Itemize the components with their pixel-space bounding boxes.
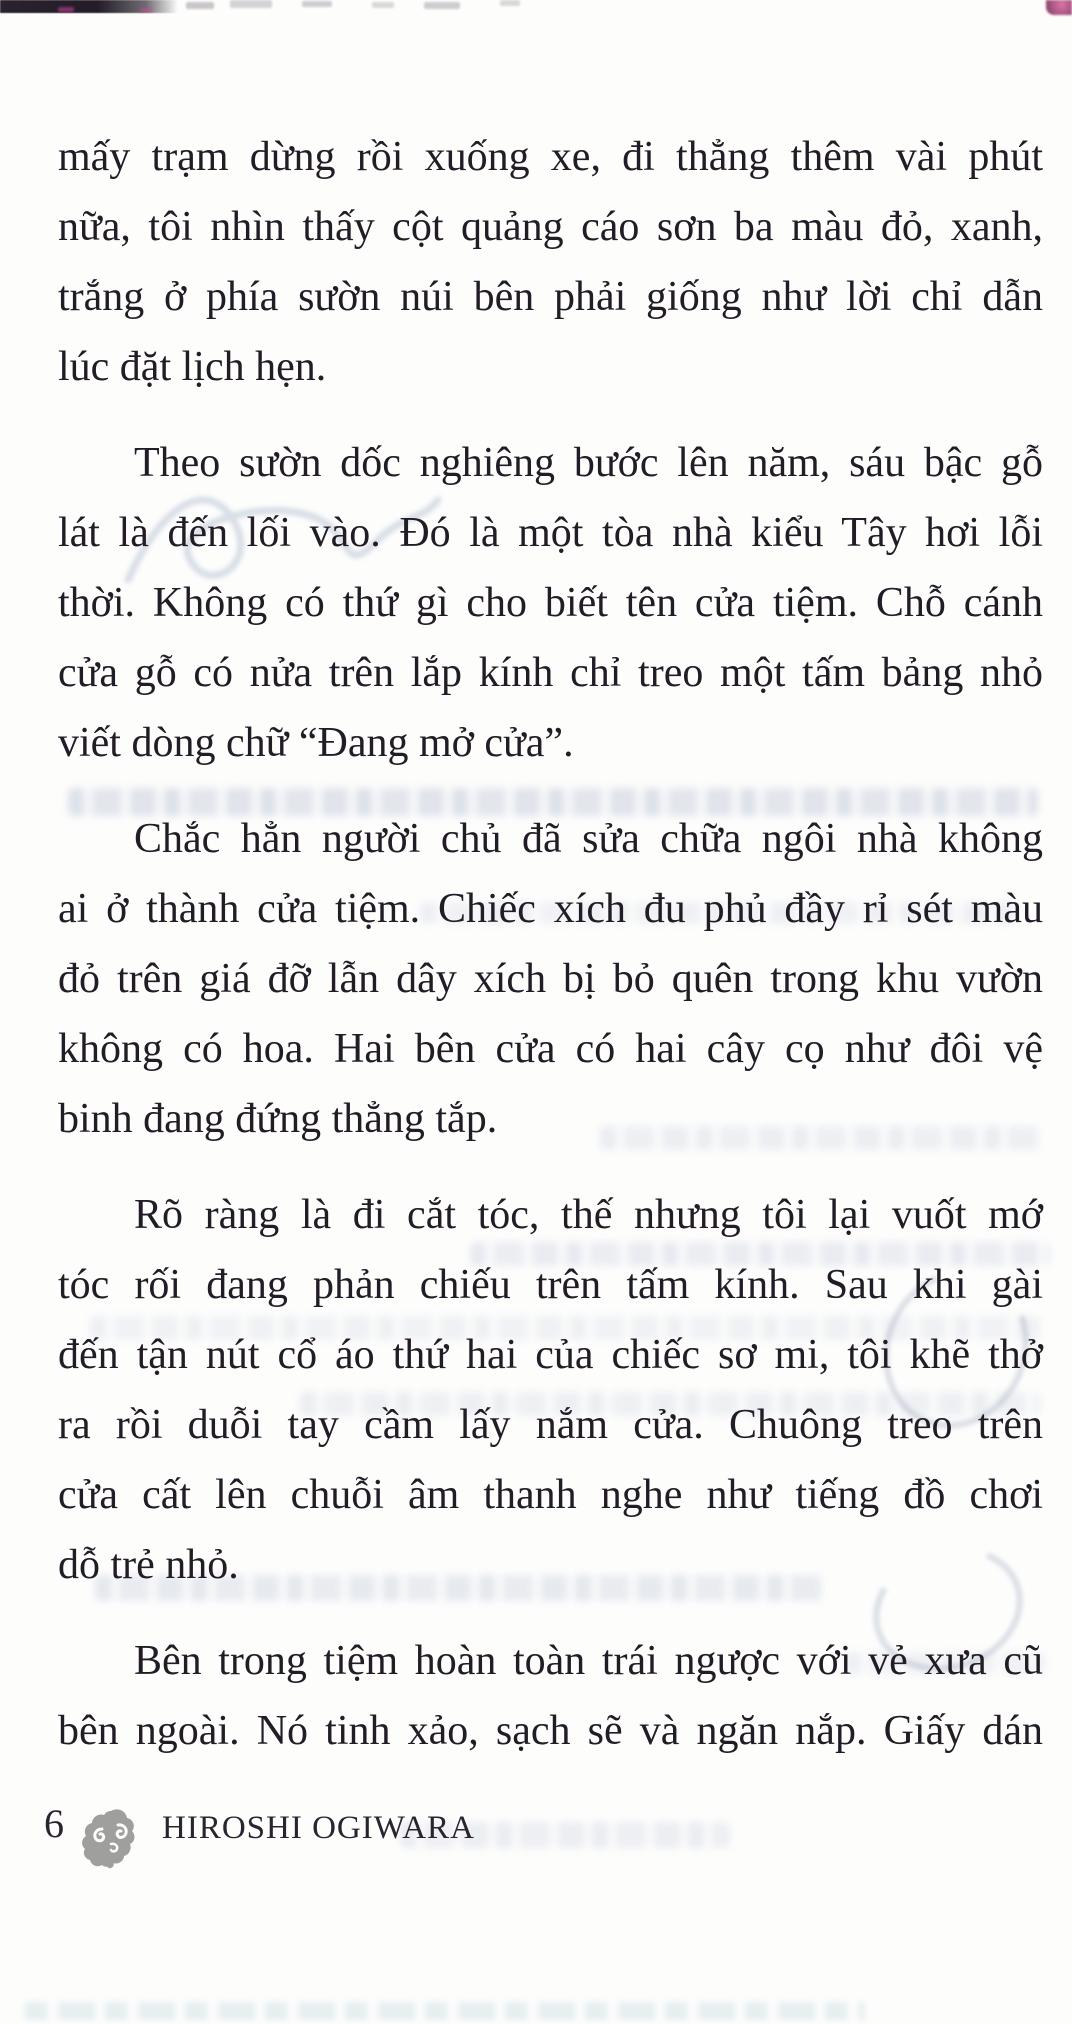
- scan-artifact-bottom-smudge: [25, 2002, 865, 2020]
- scan-artifact-speck: [186, 2, 214, 9]
- text-line: thời. Không có thứ gì cho biết tên cửa tiệm. Chỗ cánh: [58, 580, 1043, 626]
- text-line: Chắc hẳn người chủ đã sửa chữa ngôi nhà không: [134, 816, 1043, 862]
- scan-artifact-speck: [230, 0, 272, 8]
- text-column: [58, 122, 1043, 1792]
- text-line: ra rồi duỗi tay cầm lấy nắm cửa. Chuông treo trên: [58, 1402, 1043, 1448]
- scan-artifact-corner-blob: [1046, 0, 1072, 15]
- scan-artifact-speck: [140, 8, 152, 12]
- scan-artifact-top-band: [0, 0, 178, 13]
- text-line: lát là đến lối vào. Đó là một tòa nhà kiểu Tây hơi lỗi: [58, 510, 1043, 556]
- paragraph: [58, 804, 1043, 1154]
- paragraph: [58, 1626, 1043, 1766]
- page-number: 6: [44, 1801, 64, 1846]
- text-line: viết dòng chữ “Đang mở cửa”.: [58, 720, 574, 766]
- text-line: mấy trạm dừng rồi xuống xe, đi thẳng thêm vài phút: [58, 134, 1043, 180]
- scan-artifact-speck: [372, 2, 394, 8]
- text-line: bên ngoài. Nó tinh xảo, sạch sẽ và ngăn nắp. Giấy dán: [58, 1708, 1043, 1754]
- text-line: cửa gỗ có nửa trên lắp kính chỉ treo một tấm bảng nhỏ: [58, 650, 1043, 696]
- text-line: lúc đặt lịch hẹn.: [58, 344, 327, 390]
- paragraph: [58, 122, 1043, 402]
- text-line: dỗ trẻ nhỏ.: [58, 1542, 239, 1588]
- text-line: không có hoa. Hai bên cửa có hai cây cọ như đôi vệ: [58, 1026, 1043, 1072]
- text-line: tóc rối đang phản chiếu trên tấm kính. Sau khi gài: [58, 1262, 1043, 1308]
- text-line: Bên trong tiệm hoàn toàn trái ngược với vẻ xưa cũ: [134, 1638, 1043, 1684]
- paragraph: [58, 1180, 1043, 1600]
- text-line: đỏ trên giá đỡ lẫn dây xích bị bỏ quên trong khu vườn: [58, 956, 1043, 1002]
- text-line: đến tận nút cổ áo thứ hai của chiếc sơ mi, tôi khẽ thở: [58, 1332, 1043, 1378]
- text-line: cửa cất lên chuỗi âm thanh nghe như tiếng đồ chơi: [58, 1472, 1043, 1518]
- text-line: trắng ở phía sườn núi bên phải giống như lời chỉ dẫn: [58, 274, 1043, 320]
- paragraph: [58, 428, 1043, 778]
- page-footer: [44, 1800, 475, 1875]
- text-line: ai ở thành cửa tiệm. Chiếc xích đu phủ đầy rỉ sét màu: [58, 886, 1043, 932]
- author-name: HIROSHI OGIWARA: [162, 1810, 475, 1846]
- text-line: Rõ ràng là đi cắt tóc, thế nhưng tôi lại vuốt mớ: [134, 1192, 1043, 1238]
- scan-artifact-speck: [424, 2, 460, 9]
- scan-artifact-speck: [302, 1, 332, 7]
- cloud-flourish-icon: [82, 1806, 138, 1875]
- text-line: nữa, tôi nhìn thấy cột quảng cáo sơn ba màu đỏ, xanh,: [58, 204, 1043, 250]
- text-line: binh đang đứng thẳng tắp.: [58, 1096, 498, 1142]
- scan-artifact-speck: [58, 7, 74, 12]
- scan-artifact-speck: [500, 0, 520, 6]
- text-line: Theo sườn dốc nghiêng bước lên năm, sáu bậc gỗ: [134, 440, 1043, 486]
